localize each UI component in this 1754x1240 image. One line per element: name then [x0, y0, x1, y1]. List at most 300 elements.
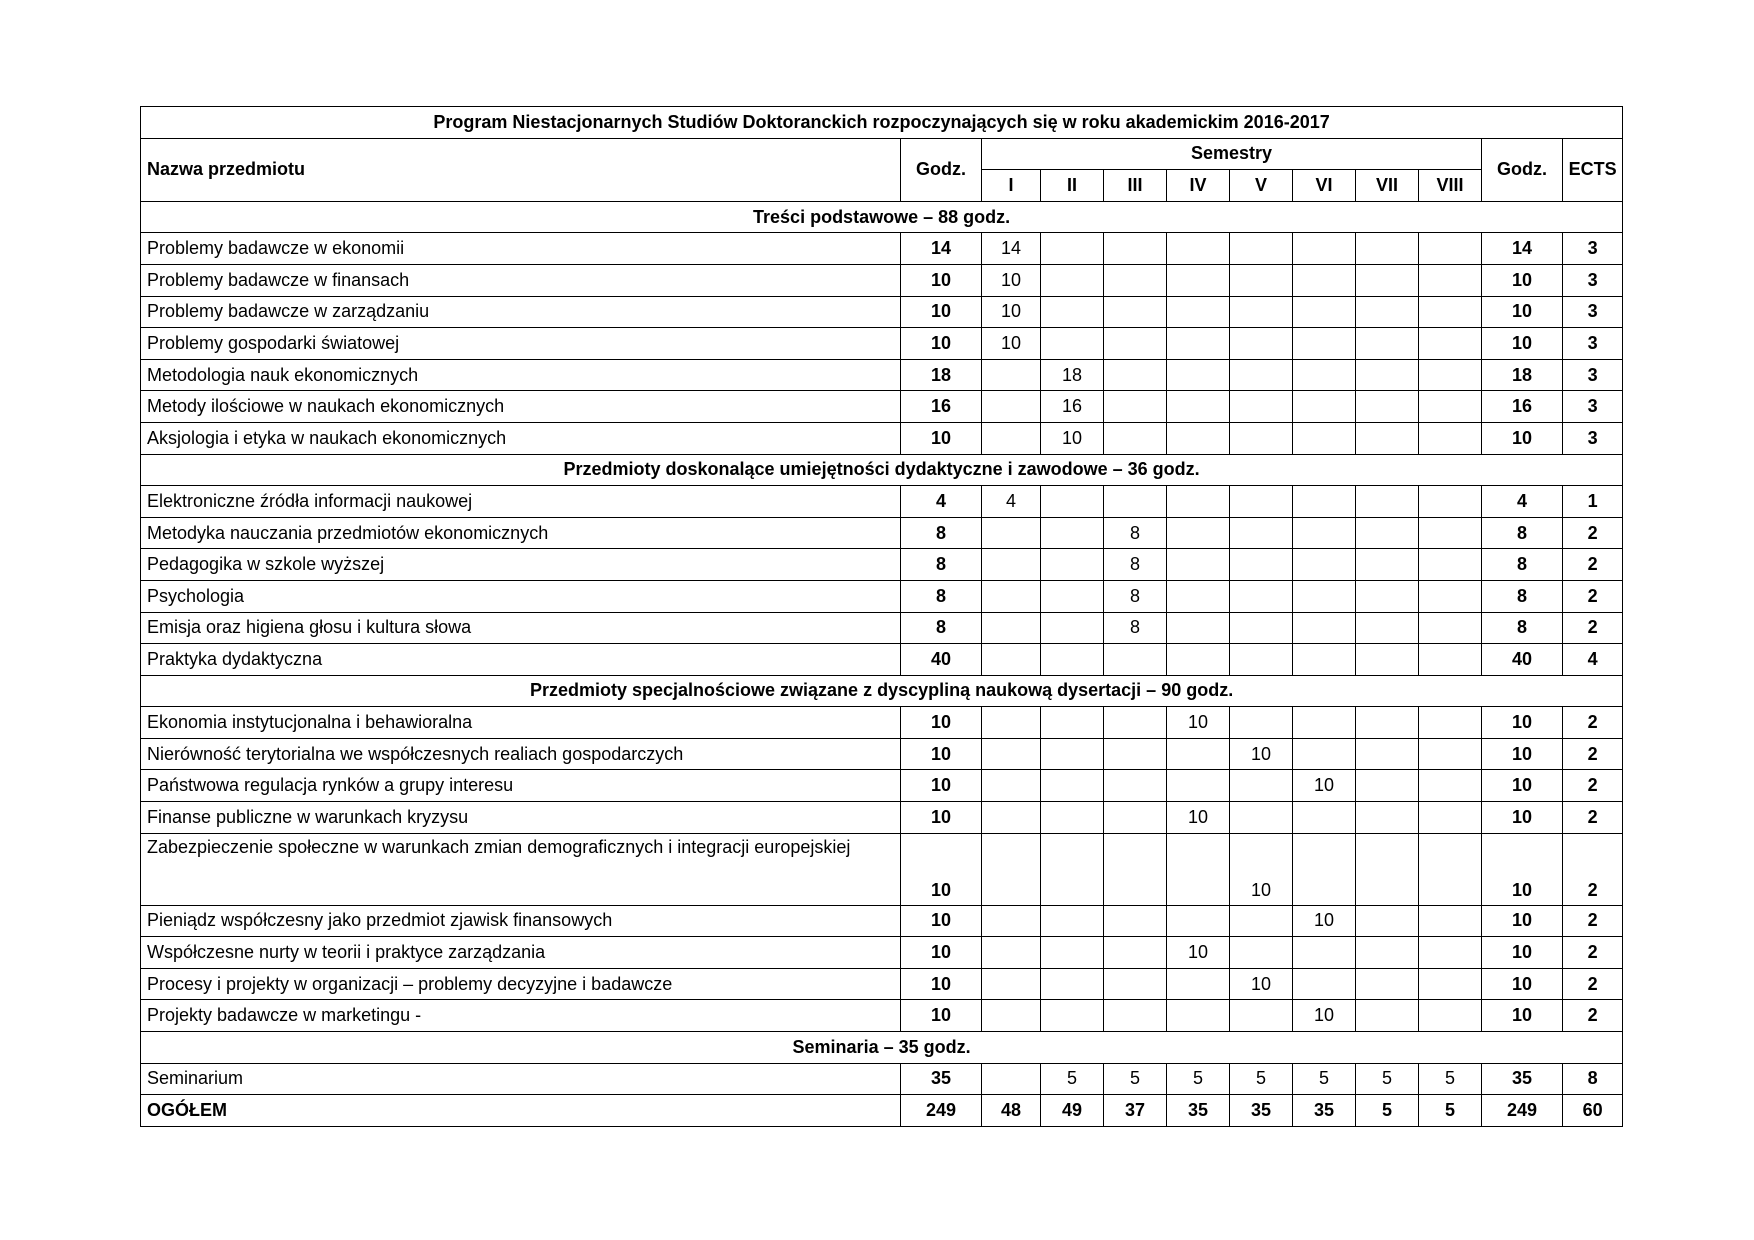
semester-7-hours — [1356, 422, 1419, 454]
subject-hours: 10 — [901, 264, 982, 296]
semester-8-hours — [1419, 707, 1482, 739]
semester-3-hours — [1104, 802, 1167, 834]
subject-hours: 14 — [901, 233, 982, 265]
semester-5-hours — [1230, 391, 1293, 423]
semester-8-hours — [1419, 905, 1482, 937]
semester-6-hours — [1293, 296, 1356, 328]
subject-hours: 10 — [901, 905, 982, 937]
semester-7-hours — [1356, 549, 1419, 581]
semester-6-hours — [1293, 359, 1356, 391]
semester-2-hours: 5 — [1041, 1063, 1104, 1095]
semester-5-hours — [1230, 422, 1293, 454]
semester-8-hours — [1419, 612, 1482, 644]
semester-1-hours — [982, 968, 1041, 1000]
semester-3-hours — [1104, 296, 1167, 328]
table-row — [141, 937, 1623, 969]
section-title: Przedmioty specjalnościowe związane z dyscypliną naukową dysertacji – 90 godz. — [141, 675, 1623, 707]
subject-hours-total: 10 — [1482, 937, 1563, 969]
section-header-row — [141, 201, 1623, 233]
table-row — [141, 549, 1623, 581]
subject-name: Projekty badawcze w marketingu - — [141, 1000, 901, 1032]
semester-8-hours — [1419, 549, 1482, 581]
semester-7-hours — [1356, 328, 1419, 360]
program-title: Program Niestacjonarnych Studiów Doktoranckich rozpoczynających się w roku akademickim 2016-2017 — [141, 107, 1623, 139]
subject-hours: 10 — [901, 937, 982, 969]
semester-5-hours: 5 — [1230, 1063, 1293, 1095]
subject-name: Pedagogika w szkole wyższej — [141, 549, 901, 581]
semester-7-hours — [1356, 233, 1419, 265]
semester-4-hours: 10 — [1167, 802, 1230, 834]
table-row — [141, 422, 1623, 454]
subject-hours: 10 — [901, 770, 982, 802]
semester-5-hours — [1230, 707, 1293, 739]
semester-3-hours: 8 — [1104, 549, 1167, 581]
subject-hours: 4 — [901, 486, 982, 518]
semester-8-hours — [1419, 517, 1482, 549]
subject-hours: 10 — [901, 833, 982, 905]
subject-name: Ekonomia instytucjonalna i behawioralna — [141, 707, 901, 739]
subject-name: Aksjologia i etyka w naukach ekonomicznych — [141, 422, 901, 454]
semester-6-hours: 10 — [1293, 770, 1356, 802]
subject-hours-total: 249 — [1482, 1095, 1563, 1127]
semester-4-hours — [1167, 359, 1230, 391]
semester-5-hours — [1230, 937, 1293, 969]
subject-ects: 2 — [1563, 1000, 1623, 1032]
subject-name: Pieniądz współczesny jako przedmiot zjawisk finansowych — [141, 905, 901, 937]
subject-hours: 10 — [901, 328, 982, 360]
subject-ects: 60 — [1563, 1095, 1623, 1127]
semester-5-hours: 10 — [1230, 833, 1293, 905]
subject-hours-total: 10 — [1482, 905, 1563, 937]
semester-5-hours — [1230, 580, 1293, 612]
subject-hours: 10 — [901, 296, 982, 328]
semester-7-hours: 5 — [1356, 1063, 1419, 1095]
semester-6-hours: 10 — [1293, 1000, 1356, 1032]
subject-hours-total: 14 — [1482, 233, 1563, 265]
semester-2-hours — [1041, 328, 1104, 360]
subject-name: Procesy i projekty w organizacji – problemy decyzyjne i badawcze — [141, 968, 901, 1000]
semester-8-hours — [1419, 233, 1482, 265]
subject-ects: 3 — [1563, 264, 1623, 296]
semester-5-hours — [1230, 770, 1293, 802]
semester-6-hours: 5 — [1293, 1063, 1356, 1095]
semester-2-hours — [1041, 296, 1104, 328]
semester-2-hours — [1041, 517, 1104, 549]
header-semester-3: III — [1104, 170, 1167, 202]
semester-1-hours — [982, 359, 1041, 391]
table-row — [141, 517, 1623, 549]
table-row — [141, 833, 1623, 905]
subject-hours: 10 — [901, 707, 982, 739]
semester-5-hours — [1230, 644, 1293, 676]
semester-2-hours — [1041, 1000, 1104, 1032]
subject-hours-total: 8 — [1482, 517, 1563, 549]
semester-2-hours — [1041, 833, 1104, 905]
subject-hours-total: 8 — [1482, 580, 1563, 612]
semester-1-hours: 48 — [982, 1095, 1041, 1127]
semester-3-hours — [1104, 359, 1167, 391]
semester-1-hours — [982, 802, 1041, 834]
semester-5-hours: 10 — [1230, 968, 1293, 1000]
subject-ects: 3 — [1563, 233, 1623, 265]
header-semester-2: II — [1041, 170, 1104, 202]
semester-4-hours — [1167, 612, 1230, 644]
subject-hours-total: 10 — [1482, 738, 1563, 770]
subject-hours-total: 10 — [1482, 833, 1563, 905]
table-row — [141, 802, 1623, 834]
semester-7-hours — [1356, 905, 1419, 937]
table-row — [141, 359, 1623, 391]
semester-4-hours — [1167, 905, 1230, 937]
subject-ects: 3 — [1563, 422, 1623, 454]
semester-5-hours — [1230, 1000, 1293, 1032]
semester-3-hours: 5 — [1104, 1063, 1167, 1095]
subject-name: Nierówność terytorialna we współczesnych realiach gospodarczych — [141, 738, 901, 770]
section-title: Seminaria – 35 godz. — [141, 1032, 1623, 1064]
section-header-row — [141, 454, 1623, 486]
subject-ects: 2 — [1563, 517, 1623, 549]
subject-name: Praktyka dydaktyczna — [141, 644, 901, 676]
subject-hours-total: 10 — [1482, 968, 1563, 1000]
semester-1-hours — [982, 644, 1041, 676]
subject-hours: 8 — [901, 580, 982, 612]
table-row — [141, 612, 1623, 644]
semester-5-hours — [1230, 233, 1293, 265]
header-semester-5: V — [1230, 170, 1293, 202]
study-program-table — [140, 106, 1623, 1127]
semester-6-hours — [1293, 612, 1356, 644]
semester-3-hours: 8 — [1104, 517, 1167, 549]
subject-hours-total: 16 — [1482, 391, 1563, 423]
semester-2-hours — [1041, 264, 1104, 296]
semester-8-hours — [1419, 296, 1482, 328]
semester-7-hours — [1356, 738, 1419, 770]
semester-4-hours — [1167, 328, 1230, 360]
semester-4-hours — [1167, 770, 1230, 802]
table-row — [141, 707, 1623, 739]
subject-name: Finanse publiczne w warunkach kryzysu — [141, 802, 901, 834]
semester-7-hours — [1356, 359, 1419, 391]
semester-3-hours — [1104, 833, 1167, 905]
semester-3-hours — [1104, 738, 1167, 770]
semester-4-hours: 10 — [1167, 707, 1230, 739]
semester-8-hours — [1419, 264, 1482, 296]
semester-2-hours — [1041, 802, 1104, 834]
semester-1-hours — [982, 937, 1041, 969]
semester-6-hours — [1293, 549, 1356, 581]
semester-7-hours — [1356, 968, 1419, 1000]
semester-6-hours: 35 — [1293, 1095, 1356, 1127]
semester-6-hours — [1293, 391, 1356, 423]
subject-hours: 35 — [901, 1063, 982, 1095]
table-row — [141, 770, 1623, 802]
table-row — [141, 233, 1623, 265]
semester-3-hours: 8 — [1104, 580, 1167, 612]
table-row — [141, 1000, 1623, 1032]
subject-hours-total: 10 — [1482, 770, 1563, 802]
subject-ects: 2 — [1563, 738, 1623, 770]
semester-3-hours — [1104, 422, 1167, 454]
header-hours: Godz. — [901, 138, 982, 201]
subject-name: Metody ilościowe w naukach ekonomicznych — [141, 391, 901, 423]
subject-hours: 249 — [901, 1095, 982, 1127]
table-row — [141, 296, 1623, 328]
semester-7-hours — [1356, 391, 1419, 423]
header-semesters: Semestry — [982, 138, 1482, 170]
subject-ects: 2 — [1563, 937, 1623, 969]
semester-1-hours: 4 — [982, 486, 1041, 518]
semester-8-hours — [1419, 422, 1482, 454]
semester-6-hours — [1293, 937, 1356, 969]
semester-1-hours — [982, 549, 1041, 581]
subject-name: Metodyka nauczania przedmiotów ekonomicznych — [141, 517, 901, 549]
semester-5-hours — [1230, 486, 1293, 518]
semester-1-hours — [982, 1000, 1041, 1032]
semester-2-hours: 49 — [1041, 1095, 1104, 1127]
semester-2-hours — [1041, 937, 1104, 969]
semester-2-hours — [1041, 738, 1104, 770]
subject-hours-total: 8 — [1482, 612, 1563, 644]
table-row — [141, 1063, 1623, 1095]
subject-ects: 8 — [1563, 1063, 1623, 1095]
subject-name: Problemy badawcze w zarządzaniu — [141, 296, 901, 328]
subject-hours-total: 10 — [1482, 1000, 1563, 1032]
semester-2-hours: 18 — [1041, 359, 1104, 391]
semester-8-hours — [1419, 359, 1482, 391]
semester-3-hours: 37 — [1104, 1095, 1167, 1127]
subject-hours: 10 — [901, 422, 982, 454]
table-row — [141, 580, 1623, 612]
semester-7-hours — [1356, 802, 1419, 834]
semester-2-hours — [1041, 968, 1104, 1000]
semester-4-hours — [1167, 738, 1230, 770]
subject-hours-total: 10 — [1482, 802, 1563, 834]
semester-1-hours — [982, 770, 1041, 802]
semester-2-hours — [1041, 905, 1104, 937]
semester-2-hours — [1041, 612, 1104, 644]
semester-3-hours — [1104, 968, 1167, 1000]
subject-hours: 8 — [901, 517, 982, 549]
semester-3-hours — [1104, 233, 1167, 265]
semester-4-hours — [1167, 296, 1230, 328]
semester-6-hours — [1293, 328, 1356, 360]
subject-hours: 10 — [901, 1000, 982, 1032]
semester-6-hours — [1293, 833, 1356, 905]
subject-hours-total: 10 — [1482, 422, 1563, 454]
subject-hours-total: 35 — [1482, 1063, 1563, 1095]
section-header-row — [141, 675, 1623, 707]
subject-ects: 2 — [1563, 707, 1623, 739]
table-row — [141, 968, 1623, 1000]
semester-3-hours — [1104, 328, 1167, 360]
table-row — [141, 328, 1623, 360]
subject-name: Problemy gospodarki światowej — [141, 328, 901, 360]
semester-6-hours — [1293, 644, 1356, 676]
semester-2-hours — [1041, 707, 1104, 739]
table-row — [141, 905, 1623, 937]
semester-1-hours — [982, 1063, 1041, 1095]
subject-ects: 1 — [1563, 486, 1623, 518]
semester-3-hours — [1104, 391, 1167, 423]
semester-1-hours: 10 — [982, 328, 1041, 360]
subject-hours: 8 — [901, 549, 982, 581]
semester-3-hours: 8 — [1104, 612, 1167, 644]
subject-name: Problemy badawcze w finansach — [141, 264, 901, 296]
subject-hours-total: 10 — [1482, 264, 1563, 296]
semester-3-hours — [1104, 937, 1167, 969]
semester-4-hours — [1167, 644, 1230, 676]
semester-1-hours: 10 — [982, 296, 1041, 328]
semester-4-hours — [1167, 833, 1230, 905]
semester-4-hours — [1167, 968, 1230, 1000]
semester-6-hours — [1293, 802, 1356, 834]
semester-8-hours: 5 — [1419, 1063, 1482, 1095]
semester-7-hours — [1356, 937, 1419, 969]
header-semester-8: VIII — [1419, 170, 1482, 202]
semester-5-hours: 35 — [1230, 1095, 1293, 1127]
semester-7-hours — [1356, 644, 1419, 676]
semester-4-hours — [1167, 422, 1230, 454]
semester-1-hours — [982, 580, 1041, 612]
subject-ects: 2 — [1563, 612, 1623, 644]
subject-ects: 2 — [1563, 770, 1623, 802]
semester-4-hours — [1167, 486, 1230, 518]
semester-4-hours — [1167, 580, 1230, 612]
subject-name: Zabezpieczenie społeczne w warunkach zmian demograficznych i integracji europejskiej — [141, 833, 901, 905]
header-semester-1: I — [982, 170, 1041, 202]
subject-name: Współczesne nurty w teorii i praktyce zarządzania — [141, 937, 901, 969]
semester-7-hours — [1356, 1000, 1419, 1032]
subject-name: Seminarium — [141, 1063, 901, 1095]
semester-4-hours — [1167, 391, 1230, 423]
subject-ects: 2 — [1563, 549, 1623, 581]
subject-ects: 2 — [1563, 968, 1623, 1000]
semester-6-hours — [1293, 233, 1356, 265]
semester-7-hours — [1356, 770, 1419, 802]
header-row-1 — [141, 138, 1623, 170]
subject-hours: 10 — [901, 738, 982, 770]
semester-5-hours — [1230, 802, 1293, 834]
subject-hours: 18 — [901, 359, 982, 391]
semester-1-hours — [982, 738, 1041, 770]
semester-2-hours — [1041, 644, 1104, 676]
semester-5-hours — [1230, 328, 1293, 360]
semester-1-hours — [982, 833, 1041, 905]
semester-7-hours — [1356, 612, 1419, 644]
subject-ects: 2 — [1563, 802, 1623, 834]
semester-3-hours — [1104, 264, 1167, 296]
semester-5-hours — [1230, 359, 1293, 391]
semester-5-hours — [1230, 612, 1293, 644]
semester-8-hours — [1419, 1000, 1482, 1032]
subject-hours-total: 10 — [1482, 707, 1563, 739]
semester-7-hours: 5 — [1356, 1095, 1419, 1127]
subject-hours: 10 — [901, 968, 982, 1000]
subject-ects: 2 — [1563, 833, 1623, 905]
semester-7-hours — [1356, 580, 1419, 612]
semester-7-hours — [1356, 517, 1419, 549]
semester-1-hours — [982, 612, 1041, 644]
semester-6-hours — [1293, 486, 1356, 518]
section-title: Treści podstawowe – 88 godz. — [141, 201, 1623, 233]
header-semester-7: VII — [1356, 170, 1419, 202]
semester-8-hours — [1419, 486, 1482, 518]
semester-1-hours — [982, 422, 1041, 454]
semester-8-hours — [1419, 770, 1482, 802]
section-header-row — [141, 1032, 1623, 1064]
semester-4-hours: 10 — [1167, 937, 1230, 969]
subject-ects: 3 — [1563, 359, 1623, 391]
subject-name: Problemy badawcze w ekonomii — [141, 233, 901, 265]
subject-name: Metodologia nauk ekonomicznych — [141, 359, 901, 391]
semester-6-hours — [1293, 517, 1356, 549]
semester-2-hours — [1041, 233, 1104, 265]
semester-6-hours — [1293, 707, 1356, 739]
semester-4-hours — [1167, 517, 1230, 549]
subject-hours: 8 — [901, 612, 982, 644]
semester-1-hours — [982, 517, 1041, 549]
semester-1-hours — [982, 905, 1041, 937]
semester-8-hours — [1419, 833, 1482, 905]
subject-ects: 4 — [1563, 644, 1623, 676]
semester-4-hours — [1167, 264, 1230, 296]
semester-2-hours — [1041, 580, 1104, 612]
subject-name: Emisja oraz higiena głosu i kultura słowa — [141, 612, 901, 644]
semester-2-hours: 10 — [1041, 422, 1104, 454]
semester-3-hours — [1104, 486, 1167, 518]
semester-3-hours — [1104, 1000, 1167, 1032]
semester-3-hours — [1104, 770, 1167, 802]
table-row — [141, 644, 1623, 676]
header-semester-6: VI — [1293, 170, 1356, 202]
semester-2-hours — [1041, 549, 1104, 581]
semester-4-hours — [1167, 1000, 1230, 1032]
semester-5-hours: 10 — [1230, 738, 1293, 770]
subject-hours-total: 4 — [1482, 486, 1563, 518]
subject-name: Psychologia — [141, 580, 901, 612]
table-body — [141, 107, 1623, 1127]
semester-3-hours — [1104, 644, 1167, 676]
semester-1-hours: 10 — [982, 264, 1041, 296]
semester-8-hours — [1419, 644, 1482, 676]
semester-6-hours — [1293, 738, 1356, 770]
header-ects: ECTS — [1563, 138, 1623, 201]
total-row — [141, 1095, 1623, 1127]
subject-ects: 3 — [1563, 328, 1623, 360]
semester-4-hours — [1167, 549, 1230, 581]
semester-6-hours — [1293, 264, 1356, 296]
subject-hours-total: 10 — [1482, 296, 1563, 328]
subject-name: Elektroniczne źródła informacji naukowej — [141, 486, 901, 518]
semester-1-hours — [982, 707, 1041, 739]
table-row — [141, 486, 1623, 518]
semester-7-hours — [1356, 264, 1419, 296]
semester-6-hours: 10 — [1293, 905, 1356, 937]
semester-2-hours — [1041, 770, 1104, 802]
semester-8-hours — [1419, 968, 1482, 1000]
table-row — [141, 738, 1623, 770]
semester-1-hours — [982, 391, 1041, 423]
subject-hours: 40 — [901, 644, 982, 676]
semester-2-hours: 16 — [1041, 391, 1104, 423]
semester-8-hours — [1419, 328, 1482, 360]
semester-7-hours — [1356, 833, 1419, 905]
semester-6-hours — [1293, 422, 1356, 454]
subject-name: Państwowa regulacja rynków a grupy interesu — [141, 770, 901, 802]
semester-5-hours — [1230, 905, 1293, 937]
header-hours-total: Godz. — [1482, 138, 1563, 201]
semester-3-hours — [1104, 707, 1167, 739]
